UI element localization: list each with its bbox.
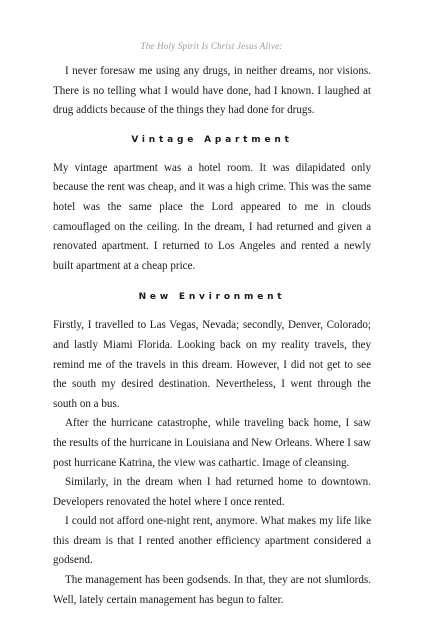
section-paragraph: My vintage apartment was a hotel room. It was dilapidated only because the rent was cheap, and it was a high crime. This was the same hotel was the same place the Lord appeared to me in clouds camouflaged on the ceiling. In the dream, I had returned and given a renovated apartment. I returned to Los Angeles and rented a newly built apartment at a cheap price. [53, 161, 371, 272]
section-paragraph: I could not afford one-night rent, anymore. What makes my life like this dream is that I rented another efficiency apartment considered a godsend. [53, 515, 371, 567]
section-heading-new-environment: New Environment [138, 292, 286, 303]
intro-paragraph: I never foresaw me using any drugs, in neither dreams, nor visions. There is no telling what I would have done, had I known. I laughed at drug addicts because of the things they had done for drugs. [53, 65, 371, 117]
section-heading-vintage-apartment: Vintage Apartment [131, 134, 293, 145]
page-body [53, 62, 371, 610]
section-paragraph: Firstly, I travelled to Las Vegas, Nevada; secondly, Denver, Colorado; and lastly Miami Florida. Looking back on my reality travels, they remind me of the travels in this dream. However, I did not get to see the south my desired destination. Nevertheless, I went through the south on a bus. [53, 319, 371, 410]
section-paragraph: After the hurricane catastrophe, while traveling back home, I saw the results of the hurricane in Louisiana and New Orleans. Where I saw post hurricane Katrina, the view was cathartic. Image of cleansing. [53, 417, 371, 469]
running-head: The Holy Spirit Is Christ Jesus Alive: [140, 41, 283, 51]
section-paragraph: The management has been godsends. In that, they are not slumlords. Well, lately certain management has begun to falter. [53, 574, 371, 606]
section-paragraph: Similarly, in the dream when I had returned home to downtown. Developers renovated the hotel where I once rented. [53, 476, 371, 508]
